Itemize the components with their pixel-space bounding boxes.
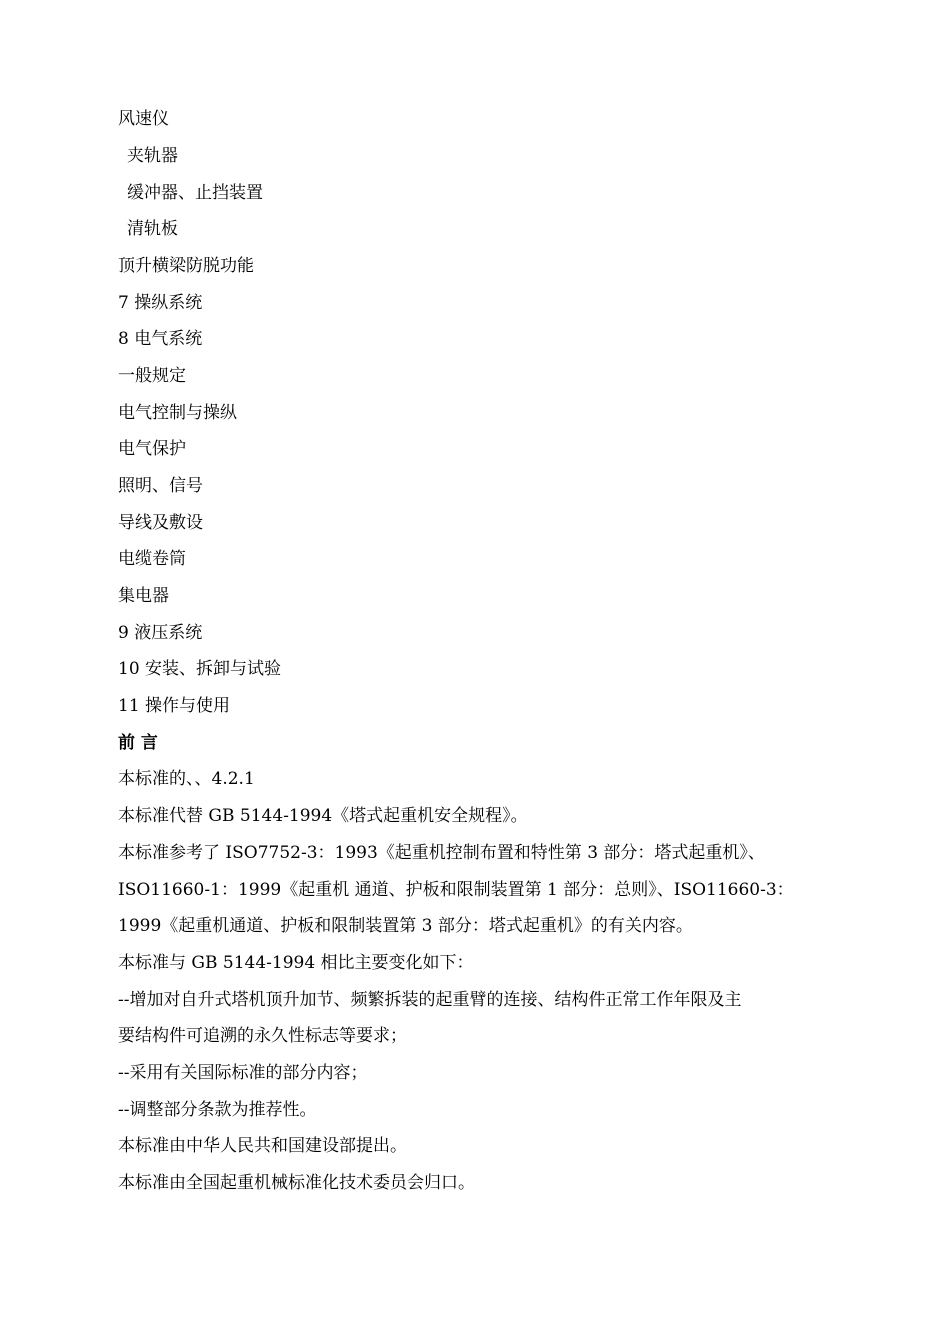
preface-line: ISO11660-1：1999《起重机 通道、护板和限制装置第 1 部分：总则》、ISO11660-3：: [118, 880, 794, 900]
toc-item-buffer: 缓冲器、止挡装置: [127, 183, 263, 203]
toc-item-wiring: 导线及敷设: [118, 513, 203, 533]
toc-item-wind-meter: 风速仪: [118, 109, 169, 129]
preface-heading: 前 言: [118, 733, 158, 753]
toc-item-rail-clamp: 夹轨器: [127, 146, 178, 166]
preface-line: --采用有关国际标准的部分内容；: [118, 1063, 368, 1083]
toc-item-control-system: 7 操纵系统: [118, 293, 203, 313]
toc-item-collector: 集电器: [118, 586, 169, 606]
preface-line: 要结构件可追溯的永久性标志等要求；: [118, 1026, 407, 1046]
toc-item-electrical-control: 电气控制与操纵: [118, 403, 237, 423]
preface-line: 本标准参考了 ISO7752-3：1993《起重机控制布置和特性第 3 部分：塔式起重机》、: [118, 843, 765, 863]
preface-line: --调整部分条款为推荐性。: [118, 1100, 317, 1120]
toc-item-cable-reel: 电缆卷筒: [118, 549, 186, 569]
preface-line: 本标准由中华人民共和国建设部提出。: [118, 1136, 407, 1156]
toc-item-electrical-system: 8 电气系统: [118, 329, 203, 349]
preface-line: 本标准由全国起重机械标准化技术委员会归口。: [118, 1173, 475, 1193]
preface-line: 本标准与 GB 5144-1994 相比主要变化如下：: [118, 953, 474, 973]
toc-item-lighting-signal: 照明、信号: [118, 476, 203, 496]
toc-item-rail-cleaner: 清轨板: [127, 219, 178, 239]
preface-line: 1999《起重机通道、护板和限制装置第 3 部分：塔式起重机》的有关内容。: [118, 916, 693, 936]
toc-item-operation: 11 操作与使用: [118, 696, 231, 716]
toc-item-installation: 10 安装、拆卸与试验: [118, 659, 282, 679]
toc-item-jacking-beam: 顶升横梁防脱功能: [118, 256, 254, 276]
preface-line: --增加对自升式塔机顶升加节、频繁拆装的起重臂的连接、结构件正常工作年限及主: [118, 990, 742, 1010]
toc-item-electrical-protection: 电气保护: [118, 439, 186, 459]
toc-item-general: 一般规定: [118, 366, 186, 386]
preface-line: 本标准代替 GB 5144-1994《塔式起重机安全规程》。: [118, 806, 528, 826]
toc-item-hydraulic-system: 9 液压系统: [118, 623, 203, 643]
preface-line: 本标准的、、4.2.1: [118, 769, 255, 789]
